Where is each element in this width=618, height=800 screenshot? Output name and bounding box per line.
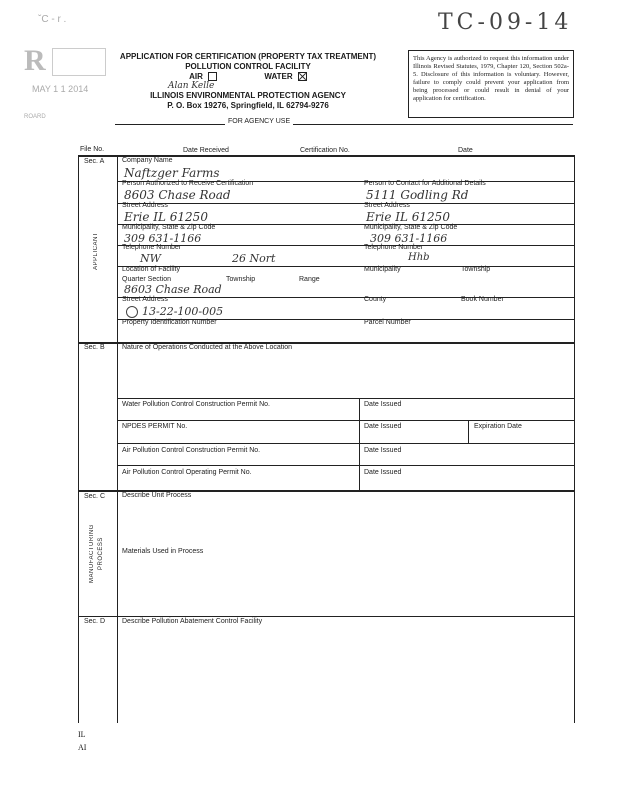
permit-date-divider — [359, 398, 360, 490]
telephone-label-right: Telephone Number — [364, 244, 424, 251]
property-id-value[interactable]: 13-22-100-005 — [142, 305, 224, 318]
npdes-expiration-label: Expiration Date — [474, 423, 522, 430]
npdes-date-label: Date Issued — [364, 423, 402, 430]
nature-of-operations-label: Nature of Operations Conducted at the Above Location — [122, 344, 293, 351]
municipality-label-right: Municipality, State & Zip Code — [364, 224, 458, 231]
company-name-label: Company Name — [122, 157, 173, 164]
footer-text-2: AI — [78, 743, 87, 752]
municipality-value-right[interactable]: 309 631-1166 — [370, 232, 448, 245]
air-checkbox[interactable] — [208, 72, 217, 81]
person-authorized-label: Person Authorized to Receive Certification — [122, 180, 254, 187]
file-no-label: File No. — [80, 146, 105, 153]
street-address-value-right[interactable]: Erie IL 61250 — [366, 210, 450, 224]
book-number-label: Book Number — [461, 296, 504, 303]
stamp-bottom: ROARD — [24, 114, 46, 120]
township-label-left: Township — [226, 276, 256, 283]
form-subtitle: POLLUTION CONTROL FACILITY — [185, 62, 311, 71]
npdes-permit-label: NPDES PERMIT No. — [122, 423, 188, 430]
handwritten-form-id: TC-09-14 — [438, 10, 573, 35]
privacy-notice: This Agency is authorized to request this information under Illinois Revised Statutes, 1979, Chapter 120, Section 502a-5. Disclosure of this information is voluntary. However, failure to comply could prevent your application from being processed or could result in denial of your application for certification. — [413, 55, 569, 102]
water-permit-label: Water Pollution Control Construction Permit No. — [122, 401, 270, 408]
privacy-notice-box — [408, 50, 574, 118]
permit-expiration-divider — [468, 420, 469, 443]
agency-address: P. O. Box 19276, Springfield, IL 62794-9276 — [167, 101, 329, 110]
certification-no-label: Certification No. — [300, 147, 350, 154]
form-title: APPLICATION FOR CERTIFICATION (PROPERTY TAX TREATMENT) — [119, 52, 377, 61]
air-construction-date-label: Date Issued — [364, 447, 402, 454]
sec-d-top-line — [78, 616, 575, 617]
water-checkbox[interactable] — [298, 72, 307, 81]
form-header — [98, 52, 398, 111]
air-operating-permit-label: Air Pollution Control Operating Permit No. — [122, 469, 252, 476]
right-border — [574, 155, 575, 723]
permit-row2-top — [118, 420, 574, 421]
township-label-right: Township — [461, 266, 491, 273]
municipality-value-left[interactable]: 309 631-1166 — [124, 232, 202, 245]
parcel-number-label: Parcel Number — [364, 319, 411, 326]
quarter-section-label: Quarter Section — [122, 276, 172, 283]
range-label: Range — [299, 276, 320, 283]
street-address-label-right: Street Address — [364, 202, 410, 209]
location-street-address-label: Street Address — [122, 296, 168, 303]
person-authorized-value[interactable]: 8603 Chase Road — [124, 188, 231, 202]
permit-row1-top — [118, 398, 574, 399]
describe-unit-process-label: Describe Unit Process — [122, 492, 192, 499]
sec-c-code: Sec. C — [84, 493, 106, 500]
location-line — [118, 297, 574, 298]
stamp-initial: R — [24, 44, 46, 77]
telephone-value-right[interactable]: Hhb — [408, 252, 430, 263]
location-label: Location of Facility — [122, 266, 180, 273]
agency-date-label: Date — [458, 147, 473, 154]
applicant-side-label: APPLICANT — [93, 232, 99, 270]
air-water-row — [98, 72, 398, 82]
permit-row3-top — [118, 443, 574, 444]
date-received-label: Date Received — [183, 147, 229, 154]
header-signature: Alan Kelle — [168, 81, 215, 91]
company-name-value[interactable]: Naftzger Farms — [124, 166, 220, 180]
municipality-label-left: Municipality, State & Zip Code — [122, 224, 216, 231]
property-id-label: Property Identification Number — [122, 319, 217, 326]
sec-a-code: Sec. A — [84, 158, 105, 165]
footer-text-1: IL — [78, 730, 86, 739]
property-id-mark-icon — [126, 306, 138, 318]
water-label: WATER — [264, 72, 293, 81]
telephone-label-left: Telephone Number — [122, 244, 182, 251]
agency-name: ILLINOIS ENVIRONMENTAL PROTECTION AGENCY — [150, 91, 346, 100]
left-border — [78, 155, 79, 723]
stamp-date: MAY 1 1 2014 — [32, 84, 89, 94]
describe-abatement-label: Describe Pollution Abatement Control Facility — [122, 618, 263, 625]
telephone-line — [118, 266, 574, 267]
section-column-divider — [117, 155, 118, 723]
corner-scribble: ˇC - r . — [38, 14, 67, 25]
agency-use-label: FOR AGENCY USE — [225, 118, 293, 125]
materials-used-label: Materials Used in Process — [122, 548, 204, 555]
air-construction-permit-label: Air Pollution Control Construction Permit No. — [122, 447, 261, 454]
location-street-value[interactable]: 8603 Chase Road — [124, 283, 222, 296]
person-contact-value[interactable]: 5111 Godling Rd — [366, 188, 469, 202]
county-label: County — [364, 296, 387, 303]
air-label: AIR — [189, 72, 203, 81]
person-contact-label: Person to Contact for Additional Details — [364, 180, 486, 187]
street-address-label-left: Street Address — [122, 202, 168, 209]
municipality-line — [118, 245, 574, 246]
agency-use-top-line — [115, 124, 573, 125]
manufacturing-side-label: MANUFACTURING PROCESS — [89, 524, 104, 584]
permit-row4-top — [118, 465, 574, 466]
air-operating-date-label: Date Issued — [364, 469, 402, 476]
sec-d-code: Sec. D — [84, 618, 106, 625]
water-permit-date-label: Date Issued — [364, 401, 402, 408]
sec-b-code: Sec. B — [84, 344, 105, 351]
telephone-value-left-b[interactable]: 26 Nort — [232, 252, 276, 265]
municipality-short-label: Municipality — [364, 266, 401, 273]
street-address-value-left[interactable]: Erie IL 61250 — [124, 210, 208, 224]
telephone-value-left-a[interactable]: NW — [140, 252, 161, 265]
person-line — [118, 203, 574, 204]
